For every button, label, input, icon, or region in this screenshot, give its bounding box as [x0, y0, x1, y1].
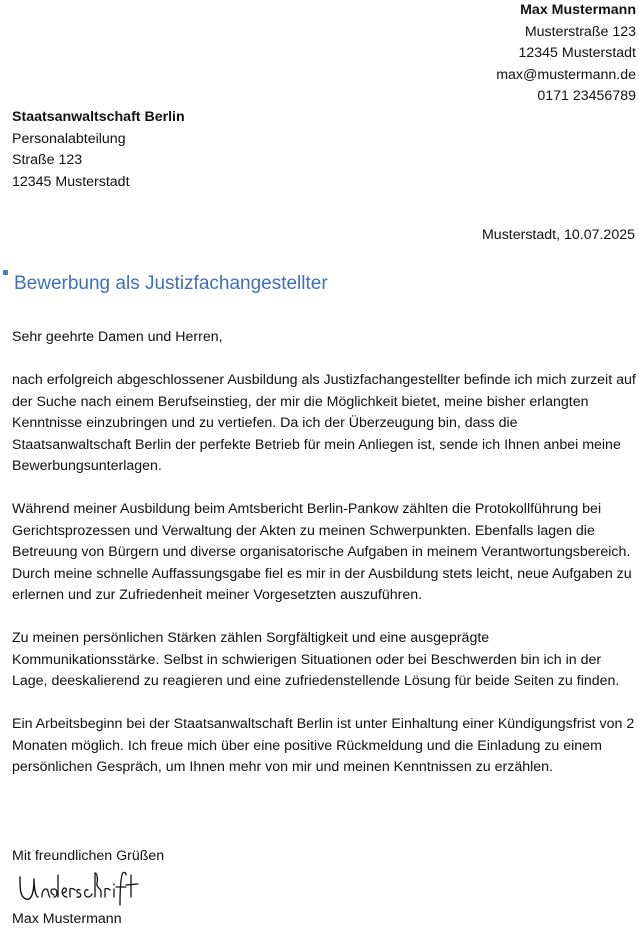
sender-name: Max Mustermann [520, 2, 636, 18]
recipient-department: Personalabteilung [12, 130, 126, 147]
body-paragraph: nach erfolgreich abgeschlossener Ausbildung als Justizfachangestellter befinde ich mich zurzeit auf der Suche nach einem Berufseinstieg, der mir die Möglichkeit bietet, meine bisher erlangten Kenntnisse einzubringen und zu vertiefen. Da ich der Überzeugung bin, dass die Staatsanwaltschaft Berlin der perfekte Betrieb für mein Anliegen ist, sende ich Ihnen anbei meine Bewerbungsunterlagen. [12, 372, 636, 474]
letter-subject: Bewerbung als Justizfachangestellter [14, 273, 328, 294]
handwritten-signature [14, 867, 144, 907]
subject-marker [3, 270, 8, 275]
closing-phrase: Mit freundlichen Grüßen [12, 848, 165, 864]
letter-body [12, 327, 636, 800]
body-paragraph: Zu meinen persönlichen Stärken zählen Sorgfältigkeit und eine ausgeprägte Kommunikationsstärke. Selbst in schwierigen Situationen oder bei Beschwerden bin ich in der Lage, deeskalierend zu reagieren und eine zufriedenstellende Lösung für beide Seiten zu finden. [12, 630, 620, 689]
recipient-city: 12345 Musterstadt [12, 173, 130, 190]
recipient-organization: Staatsanwaltschaft Berlin [12, 109, 185, 125]
recipient-street: Straße 123 [12, 152, 83, 168]
sender-phone: 0171 23456789 [537, 88, 636, 104]
body-paragraph: Während meiner Ausbildung beim Amtsbericht Berlin-Pankow zählten die Protokollführung bei Gerichtsprozessen und Verwaltung der Akten zu meinen Schwerpunkten. Ebenfalls lagen die Betreuung von Bürgern und diverse organisatorische Aufgaben in meinem Verantwortungsbereich. Durch meine schnelle Auffassungsgabe fiel es mir in der Ausbildung stets leicht, neue Aufgaben zu erlernen und zur Zufriedenheit meiner Vorgesetzten auszuführen. [12, 501, 632, 603]
salutation: Sehr geehrte Damen und Herren, [12, 329, 223, 345]
letter-date: Musterstadt, 10.07.2025 [481, 227, 635, 243]
recipient-address [12, 107, 185, 193]
signer-name: Max Mustermann [12, 911, 122, 927]
sender-city: 12345 Musterstadt [518, 45, 636, 61]
sender-address [496, 0, 636, 108]
sender-email: max@mustermann.de [496, 66, 636, 83]
body-paragraph: Ein Arbeitsbeginn bei der Staatsanwaltschaft Berlin ist unter Einhaltung einer Kündigungsfrist von 2 Monaten möglich. Ich freue mich über eine positive Rückmeldung und die Einladung zu einem persönlichen Gespräch, um Ihnen mehr von mir und meinen Kenntnissen zu erzählen. [12, 716, 635, 775]
sender-street: Musterstraße 123 [524, 23, 636, 40]
